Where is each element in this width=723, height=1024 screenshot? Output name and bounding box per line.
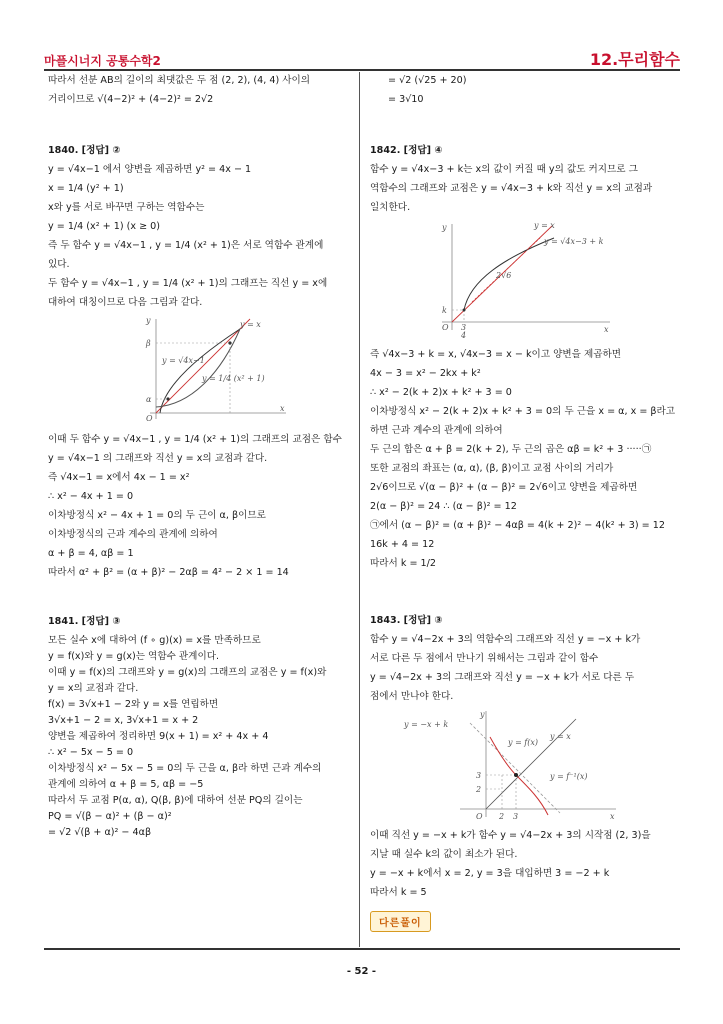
y-label: y (480, 710, 485, 719)
curve-label: y = √4x−3 + k (544, 237, 604, 246)
solution-line: 이때 두 함수 y = √4x−1 , y = 1/4 (x² + 1)의 그래프의 교점은 함수 (48, 434, 342, 445)
solution-line: 하면 근과 계수의 관계에 의하여 (370, 425, 503, 436)
intro-line: 거리이므로 √(4−2)² + (4−2)² = 2√2 (48, 94, 214, 105)
intersection-beta (228, 341, 231, 344)
problem-1842-title: 1842. [정답] ④ (370, 145, 443, 156)
solution-line: y = 1/4 (x² + 1) (x ≥ 0) (48, 221, 161, 232)
y-label: y (146, 316, 151, 325)
graph-1843 (400, 709, 686, 821)
tick-3: 3 (476, 771, 482, 780)
x-label: x (280, 404, 285, 413)
origin-label: O (146, 414, 153, 423)
solution-line: 함수 y = √4x−3 + k는 x의 값이 커질 때 y의 값도 커지므로 그 (370, 164, 638, 175)
line-neg-x-plus-k (470, 723, 560, 813)
solution-line: y = √4x−1 의 그래프와 직선 y = x의 교점과 같다. (48, 453, 268, 464)
solution-line: y = x의 교점과 같다. (48, 683, 139, 694)
solution-line: α + β = 4, αβ = 1 (48, 548, 134, 559)
solution-line: 이차방정식 x² − 4x + 1 = 0의 두 근이 α, β이므로 (48, 510, 266, 521)
beta-label: β (146, 339, 151, 348)
intro-line: 따라서 선분 AB의 길이의 최댓값은 두 점 (2, 2), (4, 4) 사이의 (48, 75, 311, 86)
solution-line: 역함수의 그래프와 교점은 y = √4x−3 + k와 직선 y = x의 교점과 (370, 183, 653, 194)
solution-line: x = 1/4 (y² + 1) (48, 183, 124, 194)
graph-1842-svg (434, 220, 614, 340)
solution-line: 대하여 대칭이므로 다음 그림과 같다. (48, 297, 203, 308)
solution-line: ㉠에서 (α − β)² = (α + β)² − 4αβ = 4(k + 2)² − 4(k² + 3) = 12 (370, 520, 665, 531)
inverse-label: y = f⁻¹(x) (550, 772, 588, 781)
book-title: 마플시너지 공통수학2 (44, 54, 161, 68)
tick-top: 3 (461, 323, 467, 332)
solution-line: PQ = √(β − α)² + (β − α)² (48, 811, 172, 822)
problem-1840-title: 1840. [정답] ② (48, 145, 121, 156)
line-label: y = x (534, 221, 555, 230)
solution-line: 이차방정식의 근과 계수의 관계에 의하여 (48, 529, 218, 540)
intersection-alpha (166, 397, 169, 400)
solution-line: 즉 √4x−3 + k = x, √4x−3 = x − k이고 양변을 제곱하면 (370, 349, 622, 360)
alternate-solution-button[interactable]: 다른풀이 (370, 911, 431, 932)
graph-1843-svg (400, 709, 620, 821)
y-label: y (442, 223, 447, 232)
tick-2: 2 (476, 785, 482, 794)
line-label: y = x (240, 320, 261, 329)
solution-line: 두 근의 합은 α + β = 2(k + 2), 두 근의 곱은 αβ = k² + 3 ·····㉠ (370, 444, 652, 455)
x-label: x (604, 325, 609, 334)
solution-line: 양변을 제곱하여 정리하면 9(x + 1) = x² + 4x + 4 (48, 731, 269, 742)
solution-line: y = √4x−1 에서 양변을 제곱하면 y² = 4x − 1 (48, 164, 252, 175)
solution-line: = √2 √(β + α)² − 4αβ (48, 827, 152, 838)
solution-line: 두 함수 y = √4x−1 , y = 1/4 (x² + 1)의 그래프는 직선 y = x에 (48, 278, 328, 289)
solution-line: y = √4−2x + 3의 그래프와 직선 y = −x + k가 서로 다른 두 (370, 672, 635, 683)
footer-rule (44, 948, 680, 950)
curve2-label: y = 1/4 (x² + 1) (202, 374, 265, 383)
solution-line: 일치한다. (370, 202, 411, 213)
graph-1842 (434, 220, 686, 340)
xtick-3: 3 (513, 812, 519, 821)
solution-line: 이때 직선 y = −x + k가 함수 y = √4−2x + 3의 시작점 (2, 3)을 (370, 830, 651, 841)
solution-line: y = f(x)와 y = g(x)는 역함수 관계이다. (48, 651, 220, 662)
solution-line: 이때 y = f(x)의 그래프와 y = g(x)의 그래프의 교점은 y = f(x)와 (48, 667, 327, 678)
continued-line: = 3√10 (388, 94, 424, 105)
solution-line: 따라서 두 교점 P(α, α), Q(β, β)에 대하여 선분 PQ의 길이는 (48, 795, 303, 806)
solution-line: 관계에 의하여 α + β = 5, αβ = −5 (48, 779, 204, 790)
problem-1841-title: 1841. [정답] ③ (48, 616, 121, 627)
chord-label: 2√6 (496, 271, 512, 280)
solution-line: 3√x+1 − 2 = x, 3√x+1 = x + 2 (48, 715, 199, 726)
solution-line: 이차방정식 x² − 5x − 5 = 0의 두 근을 α, β라 하면 근과 계수의 (48, 763, 322, 774)
graph-1840 (140, 315, 364, 425)
chapter-title: 12.무리함수 (589, 50, 680, 69)
solution-line: 즉 √4x−1 = x에서 4x − 1 = x² (48, 472, 190, 483)
solution-line: 따라서 k = 1/2 (370, 558, 436, 569)
solution-line: 즉 두 함수 y = √4x−1 , y = 1/4 (x² + 1)은 서로 역함수 관계에 (48, 240, 324, 251)
solution-line: 지날 때 실수 k의 값이 최소가 된다. (370, 849, 518, 860)
origin-label: O (442, 323, 449, 332)
xtick-2: 2 (499, 812, 505, 821)
right-column (370, 74, 686, 932)
line1-label: y = −x + k (404, 720, 449, 729)
solution-line: f(x) = 3√x+1 − 2와 y = x를 연립하면 (48, 699, 219, 710)
solution-line: ∴ x² − 4x + 1 = 0 (48, 491, 134, 502)
solution-line: x와 y를 서로 바꾸면 구하는 역함수는 (48, 202, 205, 213)
solution-line: 따라서 α² + β² = (α + β)² − 2αβ = 4² − 2 × 1 = 14 (48, 567, 289, 578)
k-label: k (442, 306, 447, 315)
solution-line: 또한 교점의 좌표는 (α, α), (β, β)이고 교점 사이의 거리가 (370, 463, 614, 474)
origin-label: O (476, 812, 483, 821)
solution-line: 이차방정식 x² − 2(k + 2)x + k² + 3 = 0의 두 근을 x = α, x = β라고 (370, 406, 676, 417)
header-rule (44, 69, 680, 71)
curve1-label: y = √4x−1 (162, 356, 205, 365)
parabola-curve (156, 329, 240, 407)
solution-line: 모든 실수 x에 대하여 (f ∘ g)(x) = x를 만족하므로 (48, 635, 261, 646)
solution-line: 2√6이므로 √(α − β)² + (α − β)² = 2√6이고 양변을 제곱하면 (370, 482, 638, 493)
x-label: x (610, 812, 615, 821)
solution-line: ∴ x² − 2(k + 2)x + k² + 3 = 0 (370, 387, 512, 398)
tick-bottom: 4 (461, 331, 467, 340)
problem-1843-title: 1843. [정답] ③ (370, 615, 443, 626)
graph-1840-svg (140, 315, 290, 425)
solution-line: 4x − 3 = x² − 2kx + k² (370, 368, 481, 379)
curve-label: y = f(x) (508, 738, 539, 747)
alpha-label: α (146, 395, 152, 404)
continued-line: = √2 (√25 + 20) (388, 75, 467, 86)
start-point (463, 309, 466, 312)
solution-line: 16k + 4 = 12 (370, 539, 435, 550)
solution-line: 함수 y = √4−2x + 3의 역함수의 그래프와 직선 y = −x + k가 (370, 634, 641, 645)
line2-label: y = x (550, 732, 571, 741)
solution-line: 있다. (48, 259, 70, 270)
solution-line: 2(α − β)² = 24 ∴ (α − β)² = 12 (370, 501, 517, 512)
page-number: - 52 - (346, 966, 377, 977)
solution-line: 따라서 k = 5 (370, 887, 427, 898)
start-point (514, 773, 518, 777)
left-column (48, 74, 364, 842)
line-y-equals-x (156, 319, 250, 413)
solution-line: 점에서 만나야 한다. (370, 691, 454, 702)
solution-line: y = −x + k에서 x = 2, y = 3을 대입하면 3 = −2 + k (370, 868, 610, 879)
solution-line: 서로 다른 두 점에서 만나기 위해서는 그림과 같이 함수 (370, 653, 599, 664)
solution-line: ∴ x² − 5x − 5 = 0 (48, 747, 134, 758)
